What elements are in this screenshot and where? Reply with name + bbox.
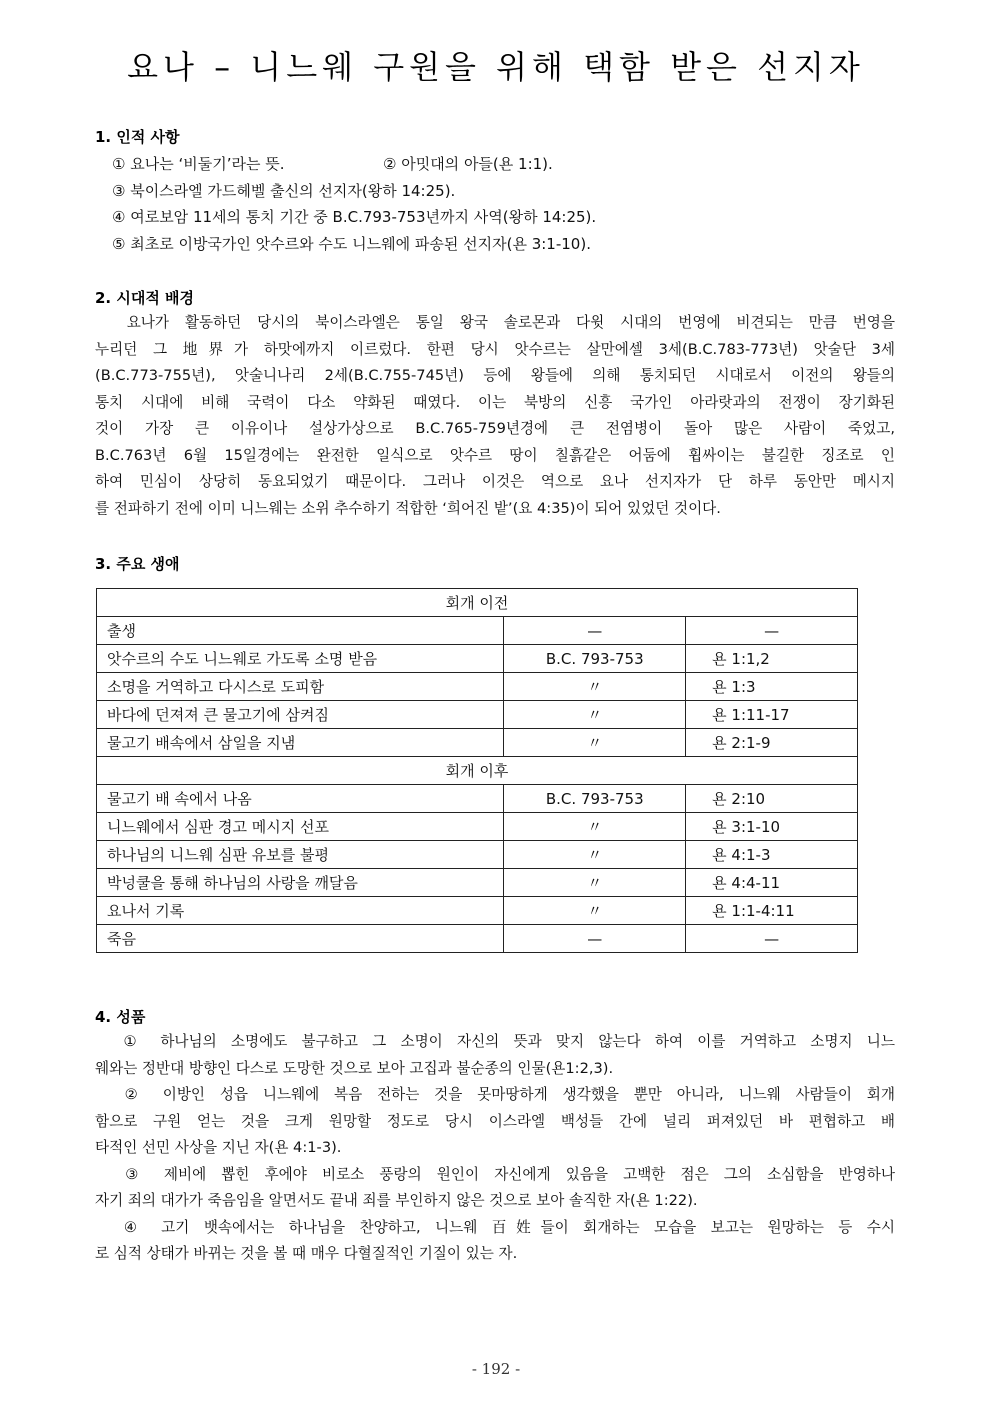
date-cell: 〃 — [504, 897, 686, 925]
paragraph-line: 누리던 그 地界가 하맛에까지 이르렀다. 한편 당시 앗수르는 살만에셀 3세(B.C.783-773년) 앗술단 3세 — [95, 340, 895, 358]
character-paragraph — [95, 1029, 895, 1268]
date-cell: — — [504, 925, 686, 953]
event-cell: 앗수르의 수도 니느웨로 가도록 소명 받음 — [97, 645, 504, 673]
paragraph-line: 함으로 구원 얻는 것을 크게 원망할 정도로 당시 이스라엘 백성들 간에 널리 퍼져있던 바 편협하고 배 — [95, 1112, 895, 1130]
paragraph-line: 요나가 활동하던 당시의 북이스라엘은 통일 왕국 솔로몬과 다윗 시대의 번영에 비견되는 만큼 번영을 — [95, 314, 895, 331]
page-number: - 192 - — [471, 1360, 521, 1378]
event-cell: 바다에 던져져 큰 물고기에 삼켜짐 — [97, 701, 504, 729]
ref-cell: 욘 2:10 — [686, 785, 858, 813]
life-events-table — [96, 588, 858, 953]
paragraph-line: B.C.763년 6월 15일경에는 완전한 일식으로 앗수르 땅이 칠흙같은 어둠에 휩싸이는 불길한 징조로 인 — [95, 446, 895, 464]
paragraph-line: (B.C.773-755년), 앗술니나리 2세(B.C.755-745년) 등에 왕들에 의해 통치되던 시대로서 이전의 왕들의 — [95, 367, 895, 384]
ref-cell: 욘 2:1-9 — [686, 729, 858, 757]
table-row — [97, 617, 858, 645]
section-heading-life: 3. 주요 생애 — [95, 555, 180, 573]
date-cell: 〃 — [504, 869, 686, 897]
personal-item: ③ 북이스라엘 가드헤벨 출신의 선지자(왕하 14:25). — [112, 182, 456, 200]
date-cell: B.C. 793-753 — [504, 785, 686, 813]
ref-cell: 욘 1:1-4:11 — [686, 897, 858, 925]
section-heading-character: 4. 성품 — [95, 1008, 146, 1026]
event-cell: 물고기 배 속에서 나옴 — [97, 785, 504, 813]
table-row — [97, 785, 858, 813]
event-cell: 소명을 거역하고 다시스로 도피함 — [97, 673, 504, 701]
date-cell: — — [504, 617, 686, 645]
group-label-after: 회개 이후 — [97, 757, 858, 785]
date-cell: 〃 — [504, 701, 686, 729]
ref-cell: 욘 1:3 — [686, 673, 858, 701]
date-cell: B.C. 793-753 — [504, 645, 686, 673]
event-cell: 물고기 배속에서 삼일을 지냄 — [97, 729, 504, 757]
paragraph-line: ① 하나님의 소명에도 불구하고 그 소명이 자신의 뜻과 맞지 않는다 하여 이를 거역하고 소명지 니느 — [95, 1033, 895, 1050]
ref-cell: 욘 4:4-11 — [686, 869, 858, 897]
table-row — [97, 869, 858, 897]
paragraph-line: 자기 죄의 대가가 죽음임을 알면서도 끝내 죄를 부인하지 않은 것으로 보아 솔직한 자(욘 1:22). — [95, 1192, 698, 1209]
event-cell: 출생 — [97, 617, 504, 645]
personal-item: ④ 여로보암 11세의 통치 기간 중 B.C.793-753년까지 사역(왕하 14:25). — [112, 208, 597, 226]
paragraph-line: 통치 시대에 비해 국력이 다소 약화된 때였다. 이는 북방의 신흥 국가인 아라랏과의 전쟁이 장기화된 — [95, 393, 895, 411]
paragraph-line: 로 심적 상태가 바뀌는 것을 볼 때 매우 다혈질적인 기질이 있는 자. — [95, 1245, 518, 1262]
date-cell: 〃 — [504, 673, 686, 701]
ref-cell: — — [686, 925, 858, 953]
event-cell: 하나님의 니느웨 심판 유보를 불평 — [97, 841, 504, 869]
table-row — [97, 701, 858, 729]
event-cell: 요나서 기록 — [97, 897, 504, 925]
event-cell: 니느웨에서 심판 경고 메시지 선포 — [97, 813, 504, 841]
table-row — [97, 897, 858, 925]
personal-item: ① 요나는 ‘비둘기’라는 뜻. — [112, 155, 285, 173]
table-row — [97, 813, 858, 841]
paragraph-line: 타적인 선민 사상을 지닌 자(욘 4:1-3). — [95, 1139, 342, 1156]
paragraph-line: 하여 민심이 상당히 동요되었기 때문이다. 그러나 이것은 역으로 요나 선지자가 단 하루 동안만 메시지 — [95, 473, 895, 490]
section-heading-personal: 1. 인적 사항 — [95, 128, 180, 146]
group-label-before: 회개 이전 — [97, 589, 858, 617]
table-row — [97, 841, 858, 869]
paragraph-line: ③ 제비에 뽑힌 후에야 비로소 풍랑의 원인이 자신에게 있음을 고백한 점은 그의 소심함을 반영하나 — [95, 1165, 895, 1183]
ref-cell: 욘 4:1-3 — [686, 841, 858, 869]
paragraph-line: 웨와는 정반대 방향인 다스로 도망한 것으로 보아 고집과 불순종의 인물(욘1:2,3). — [95, 1059, 614, 1077]
personal-item: ② 아밋대의 아들(욘 1:1). — [383, 155, 553, 173]
event-cell: 죽음 — [97, 925, 504, 953]
table-row — [97, 729, 858, 757]
table-group-row — [97, 757, 858, 785]
section-heading-background: 2. 시대적 배경 — [95, 289, 195, 307]
background-paragraph — [95, 310, 895, 522]
paragraph-line: 를 전파하기 전에 이미 니느웨는 소위 추수하기 적합한 ‘희어진 밭’(요 4:35)이 되어 있었던 것이다. — [95, 499, 721, 517]
personal-item: ⑤ 최초로 이방국가인 앗수르와 수도 니느웨에 파송된 선지자(욘 3:1-10). — [112, 235, 591, 253]
ref-cell: 욘 1:11-17 — [686, 701, 858, 729]
ref-cell: 욘 3:1-10 — [686, 813, 858, 841]
ref-cell: — — [686, 617, 858, 645]
date-cell: 〃 — [504, 813, 686, 841]
paragraph-line: ② 이방인 성읍 니느웨에 복음 전하는 것을 못마땅하게 생각했을 뿐만 아니라, 니느웨 사람들이 회개 — [95, 1086, 895, 1103]
date-cell: 〃 — [504, 841, 686, 869]
paragraph-line: ④ 고기 뱃속에서는 하나님을 찬양하고, 니느웨 百姓들이 회개하는 모습을 보고는 원망하는 등 수시 — [95, 1218, 895, 1236]
table-row — [97, 925, 858, 953]
ref-cell: 욘 1:1,2 — [686, 645, 858, 673]
date-cell: 〃 — [504, 729, 686, 757]
event-cell: 박넝쿨을 통해 하나님의 사랑을 깨달음 — [97, 869, 504, 897]
paragraph-line: 것이 가장 큰 이유이나 설상가상으로 B.C.765-759년경에 큰 전염병이 돌아 많은 사람이 죽었고, — [95, 420, 895, 437]
table-group-row — [97, 589, 858, 617]
page-title: 요나 – 니느웨 구원을 위해 택함 받은 선지자 — [127, 48, 865, 86]
table-row — [97, 673, 858, 701]
table-row — [97, 645, 858, 673]
